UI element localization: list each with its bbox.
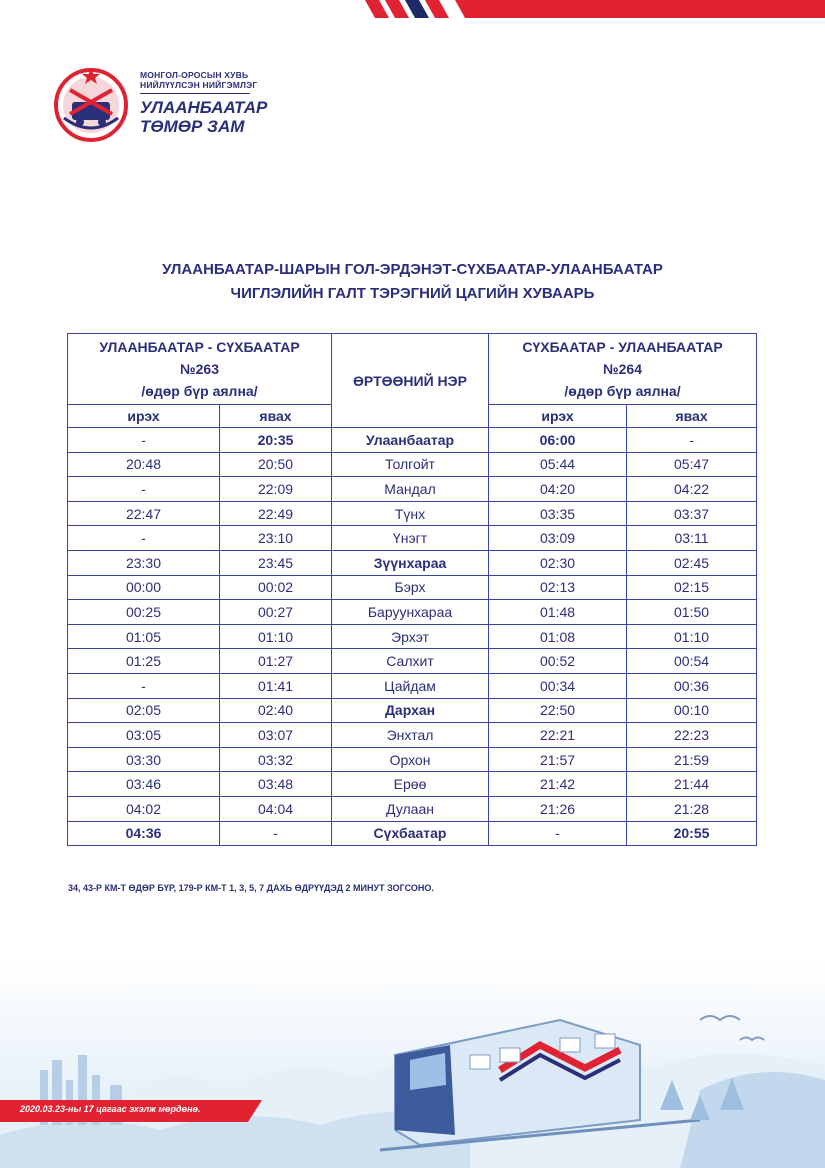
outbound-route: УЛААНБААТАР - СҮХБААТАР — [99, 339, 300, 355]
outbound-depart-cell: 01:41 — [220, 673, 332, 698]
schedule-table — [67, 333, 757, 846]
inbound-route: СҮХБААТАР - УЛААНБААТАР — [522, 339, 723, 355]
schedule-row — [68, 747, 757, 772]
outbound-depart-cell: 01:10 — [220, 624, 332, 649]
outbound-frequency: /өдөр бүр аялна/ — [141, 383, 258, 399]
inbound-arrive-cell: 21:42 — [489, 772, 627, 797]
station-name-cell: Мандал — [332, 477, 489, 502]
outbound-arrive-cell: - — [68, 428, 220, 453]
inbound-arrive-cell: 01:08 — [489, 624, 627, 649]
inbound-depart-cell: 05:47 — [627, 452, 757, 477]
station-name-cell: Энхтал — [332, 723, 489, 748]
schedule-row — [68, 723, 757, 748]
outbound-arrive-cell: 01:25 — [68, 649, 220, 674]
inbound-arrive-cell: - — [489, 821, 627, 846]
inbound-arrive-cell: 05:44 — [489, 452, 627, 477]
logo-title-2: ТӨМӨР ЗАМ — [140, 117, 245, 136]
inbound-depart-cell: 20:55 — [627, 821, 757, 846]
station-name-cell: Улаанбаатар — [332, 428, 489, 453]
inbound-depart-cell: 03:37 — [627, 501, 757, 526]
inbound-train-number: №264 — [603, 361, 642, 377]
logo-subtitle-1: МОНГОЛ-ОРОСЫН ХУВЬ — [140, 70, 249, 80]
inbound-depart-cell: 00:10 — [627, 698, 757, 723]
inbound-depart-cell: 21:44 — [627, 772, 757, 797]
inbound-depart-cell: - — [627, 428, 757, 453]
inbound-arrive-cell: 22:21 — [489, 723, 627, 748]
outbound-arrive-cell: 20:48 — [68, 452, 220, 477]
schedule-row — [68, 673, 757, 698]
schedule-row — [68, 550, 757, 575]
station-name-cell: Сүхбаатар — [332, 821, 489, 846]
station-name-cell: Ерөө — [332, 772, 489, 797]
inbound-depart-cell: 00:36 — [627, 673, 757, 698]
outbound-arrive-cell: 03:46 — [68, 772, 220, 797]
schedule-row — [68, 600, 757, 625]
outbound-depart-cell: 22:49 — [220, 501, 332, 526]
logo-subtitle-2: НИЙЛҮҮЛСЭН НИЙГЭМЛЭГ — [140, 80, 258, 90]
outbound-arrive-cell: - — [68, 477, 220, 502]
outbound-arrive-cell: 03:30 — [68, 747, 220, 772]
inbound-arrive-cell: 06:00 — [489, 428, 627, 453]
schedule-row — [68, 821, 757, 846]
outbound-depart-cell: 20:35 — [220, 428, 332, 453]
outbound-arrive-cell: 00:25 — [68, 600, 220, 625]
outbound-depart-cell: 01:27 — [220, 649, 332, 674]
outbound-depart-cell: 03:48 — [220, 772, 332, 797]
inbound-arrive-cell: 02:30 — [489, 550, 627, 575]
outbound-train-number: №263 — [180, 361, 219, 377]
schedule-rows — [68, 428, 757, 846]
station-name-cell: Дулаан — [332, 796, 489, 821]
station-name-cell: Бэрх — [332, 575, 489, 600]
inbound-arrive-cell: 00:52 — [489, 649, 627, 674]
station-header: ӨРТӨӨНИЙ НЭР — [332, 334, 489, 428]
station-name-cell: Эрхэт — [332, 624, 489, 649]
outbound-arrive-cell: 03:05 — [68, 723, 220, 748]
outbound-depart-cell: 03:07 — [220, 723, 332, 748]
schedule-row — [68, 428, 757, 453]
outbound-depart-header: явах — [220, 405, 332, 428]
outbound-arrive-cell: 23:30 — [68, 550, 220, 575]
outbound-arrive-cell: 22:47 — [68, 501, 220, 526]
outbound-depart-cell: 02:40 — [220, 698, 332, 723]
outbound-depart-cell: 03:32 — [220, 747, 332, 772]
inbound-depart-cell: 02:15 — [627, 575, 757, 600]
inbound-arrive-cell: 03:35 — [489, 501, 627, 526]
inbound-arrive-cell: 01:48 — [489, 600, 627, 625]
inbound-arrive-cell: 04:20 — [489, 477, 627, 502]
inbound-depart-cell: 22:23 — [627, 723, 757, 748]
inbound-depart-cell: 01:10 — [627, 624, 757, 649]
outbound-arrive-cell: 02:05 — [68, 698, 220, 723]
top-stripes-decoration — [365, 0, 825, 22]
outbound-arrive-cell: 04:36 — [68, 821, 220, 846]
inbound-depart-cell: 01:50 — [627, 600, 757, 625]
schedule-row — [68, 698, 757, 723]
schedule-row — [68, 575, 757, 600]
title-line-1: УЛААНБААТАР-ШАРЫН ГОЛ-ЭРДЭНЭТ-СҮХБААТАР-УЛААНБААТАР — [162, 261, 663, 278]
inbound-arrive-cell: 03:09 — [489, 526, 627, 551]
station-name-cell: Баруунхараа — [332, 600, 489, 625]
inbound-arrive-cell: 21:26 — [489, 796, 627, 821]
inbound-depart-cell: 00:54 — [627, 649, 757, 674]
schedule-row — [68, 796, 757, 821]
station-name-cell: Зүүнхараа — [332, 550, 489, 575]
schedule-row — [68, 526, 757, 551]
inbound-arrive-header: ирэх — [489, 405, 627, 428]
station-name-cell: Дархан — [332, 698, 489, 723]
schedule-row — [68, 501, 757, 526]
station-name-cell: Цайдам — [332, 673, 489, 698]
outbound-arrive-cell: 01:05 — [68, 624, 220, 649]
inbound-depart-cell: 03:11 — [627, 526, 757, 551]
station-name-cell: Толгойт — [332, 452, 489, 477]
station-name-cell: Салхит — [332, 649, 489, 674]
outbound-depart-cell: - — [220, 821, 332, 846]
schedule-row — [68, 452, 757, 477]
outbound-arrive-header: ирэх — [68, 405, 220, 428]
logo-title-1: УЛААНБААТАР — [140, 98, 268, 117]
outbound-arrive-cell: - — [68, 673, 220, 698]
inbound-depart-cell: 04:22 — [627, 477, 757, 502]
inbound-depart-header: явах — [627, 405, 757, 428]
title-line-2: ЧИГЛЭЛИЙН ГАЛТ ТЭРЭГНИЙ ЦАГИЙН ХУВААРЬ — [230, 285, 595, 302]
inbound-header — [489, 334, 757, 405]
outbound-header — [68, 334, 332, 405]
outbound-arrive-cell: 04:02 — [68, 796, 220, 821]
company-logo — [50, 62, 267, 144]
inbound-depart-cell: 02:45 — [627, 550, 757, 575]
outbound-arrive-cell: 00:00 — [68, 575, 220, 600]
stop-note: 34, 43-Р КМ-Т ӨДӨР БҮР, 179-Р КМ-Т 1, 3, 5, 7 ДАХЬ ӨДРҮҮДЭД 2 МИНУТ ЗОГСОНО. — [68, 883, 434, 893]
inbound-depart-cell: 21:59 — [627, 747, 757, 772]
station-name-cell: Түнх — [332, 501, 489, 526]
outbound-depart-cell: 23:45 — [220, 550, 332, 575]
schedule-row — [68, 649, 757, 674]
page-title — [0, 258, 825, 306]
train-landscape-illustration — [0, 960, 825, 1168]
inbound-frequency: /өдөр бүр аялна/ — [564, 383, 681, 399]
outbound-depart-cell: 04:04 — [220, 796, 332, 821]
schedule-row — [68, 477, 757, 502]
schedule-row — [68, 624, 757, 649]
schedule-row — [68, 772, 757, 797]
logo-divider — [140, 93, 250, 94]
effective-date-text: 2020.03.23-ны 17 цагаас эхэлж мөрдөнө. — [20, 1104, 201, 1114]
inbound-arrive-cell: 22:50 — [489, 698, 627, 723]
railway-emblem-icon — [50, 62, 132, 144]
outbound-depart-cell: 20:50 — [220, 452, 332, 477]
outbound-depart-cell: 22:09 — [220, 477, 332, 502]
inbound-arrive-cell: 00:34 — [489, 673, 627, 698]
inbound-depart-cell: 21:28 — [627, 796, 757, 821]
outbound-arrive-cell: - — [68, 526, 220, 551]
inbound-arrive-cell: 21:57 — [489, 747, 627, 772]
outbound-depart-cell: 00:02 — [220, 575, 332, 600]
outbound-depart-cell: 23:10 — [220, 526, 332, 551]
outbound-depart-cell: 00:27 — [220, 600, 332, 625]
station-name-cell: Орхон — [332, 747, 489, 772]
station-name-cell: Үнэгт — [332, 526, 489, 551]
inbound-arrive-cell: 02:13 — [489, 575, 627, 600]
